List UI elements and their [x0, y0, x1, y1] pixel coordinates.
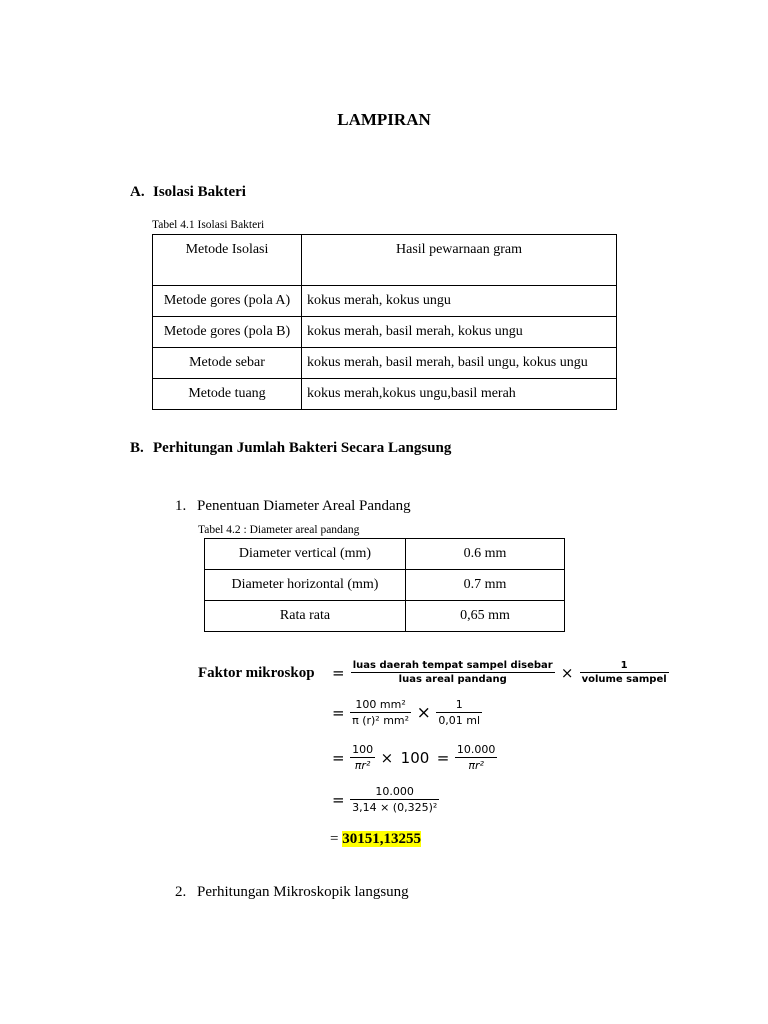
section-b-label: B.: [130, 440, 144, 456]
numerator: 1: [436, 698, 482, 713]
table-row: [205, 570, 565, 601]
page-title: LAMPIRAN: [337, 110, 431, 129]
table1-caption: Tabel 4.1 Isolasi Bakteri: [152, 219, 265, 231]
item-1-text: Penentuan Diameter Areal Pandang: [197, 498, 411, 514]
table-header-row: [153, 235, 617, 286]
numerator: 100: [352, 743, 374, 756]
table-cell: Metode gores (pola A): [153, 286, 302, 317]
denominator: 0,01 ml: [438, 714, 481, 727]
table-cell: Metode gores (pola B): [153, 317, 302, 348]
formula-line-1: [330, 660, 669, 685]
table-cell: 0.7 mm: [406, 570, 565, 601]
table-cell: kokus merah,kokus ungu,basil merah: [302, 379, 617, 410]
table-cell: Diameter vertical (mm): [205, 539, 406, 570]
denominator: πr²: [354, 759, 371, 772]
section-a-label: A.: [130, 184, 145, 200]
section-a-heading: [130, 184, 246, 201]
denominator: πr²: [468, 759, 484, 772]
header-cell: Hasil pewarnaan gram: [302, 235, 617, 286]
table-cell: Metode sebar: [153, 348, 302, 379]
isolation-table: [152, 234, 617, 410]
result-value: 30151,13255: [342, 831, 421, 847]
table-row: [153, 379, 617, 410]
numerator: 10.000: [456, 743, 496, 756]
denominator: π (r)² mm²: [352, 714, 410, 727]
table-cell: Diameter horizontal (mm): [205, 570, 406, 601]
numerator: 10.000: [350, 785, 439, 800]
table-row: [153, 286, 617, 317]
formula-line-4: [330, 785, 439, 814]
fraction: [350, 698, 411, 727]
item-2: [175, 884, 409, 901]
table-cell: kokus merah, basil merah, basil ungu, kokus ungu: [302, 348, 617, 379]
table-cell: 0,65 mm: [406, 601, 565, 632]
times-sign: ×: [380, 748, 394, 767]
table-cell: Metode tuang: [153, 379, 302, 410]
table-cell: kokus merah, basil merah, kokus ungu: [302, 317, 617, 348]
equals-sign: =: [332, 790, 345, 809]
table-row: [205, 601, 565, 632]
denominator: luas areal pandang: [398, 674, 507, 685]
table-row: [205, 539, 565, 570]
fraction: [350, 743, 375, 772]
item-2-text: Perhitungan Mikroskopik langsung: [197, 884, 409, 900]
fraction: [455, 743, 498, 772]
section-a-title: Isolasi Bakteri: [153, 184, 246, 200]
section-b-title: Perhitungan Jumlah Bakteri Secara Langsung: [153, 440, 452, 456]
table-cell: Rata rata: [205, 601, 406, 632]
table-row: [153, 317, 617, 348]
denominator: volume sampel: [581, 674, 667, 685]
fraction: [436, 698, 482, 727]
equals-sign: =: [332, 663, 345, 682]
section-b-heading: [130, 440, 451, 457]
diameter-table: [204, 538, 565, 632]
equals-sign: =: [332, 748, 345, 767]
numerator: luas daerah tempat sampel disebar: [352, 660, 553, 671]
numerator: 100 mm²: [350, 698, 411, 713]
equals-sign: =: [436, 748, 450, 767]
item-1-number: 1.: [175, 498, 187, 514]
times-sign: ×: [560, 663, 574, 682]
item-2-number: 2.: [175, 884, 187, 900]
table-row: [153, 348, 617, 379]
table-cell: kokus merah, kokus ungu: [302, 286, 617, 317]
denominator: 3,14 × (0,325)²: [352, 801, 438, 814]
fraction: [580, 660, 669, 685]
item-1: [175, 498, 411, 515]
faktor-label: Faktor mikroskop: [198, 665, 315, 681]
formula-line-2: [330, 698, 482, 727]
header-cell: Metode Isolasi: [153, 235, 302, 286]
table2-caption: Tabel 4.2 : Diameter areal pandang: [198, 524, 360, 536]
equals-sign: =: [332, 703, 345, 722]
times-sign: ×: [416, 702, 431, 723]
table-cell: 0.6 mm: [406, 539, 565, 570]
numerator: 1: [580, 660, 669, 673]
fraction: [350, 785, 439, 814]
multiplier-value: 100: [400, 748, 430, 767]
fraction: [351, 660, 555, 685]
formula-result-line: [330, 831, 421, 848]
formula-line-3: [330, 743, 497, 772]
equals-sign: =: [330, 831, 339, 847]
